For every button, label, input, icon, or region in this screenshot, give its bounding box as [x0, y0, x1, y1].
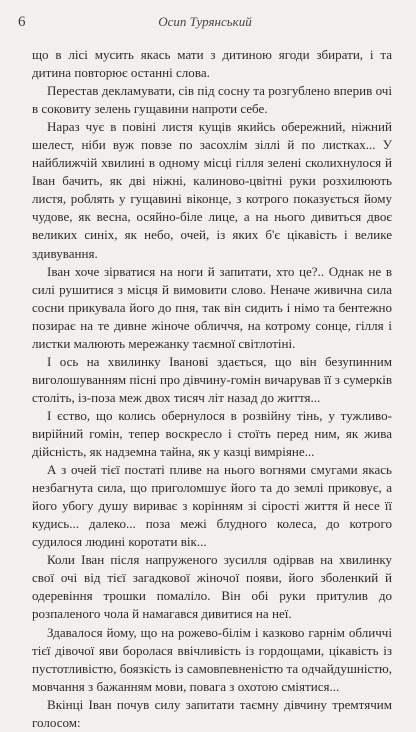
paragraph: Коли Іван після напруженого зусилля одірвав на хвилинку свої очі від тієї загадкової жіночої появи, його зболенкий й одеревіння трошки помаліло. Він обі руки притулив до розпаленого чола й намагався дивитися на неї. [32, 552, 392, 622]
paragraph: І ось на хвилинку Іванові здається, що він безупинним виголошуванням пісні про дівчину-гомін вичарував її з сумерків століть, із-поза меж двох тисяч літ назад до життя... [32, 353, 392, 405]
body-text [32, 46, 392, 732]
paragraph: Здавалося йому, що на рожево-білім і казково гарнім обличчі тієї дівочої яви боролася ввічливість із гордощами, цікавість із пустотливістю, боязкість із самовпевненістю та одчайдушністю, мовчання з бажанням мови, повага з охотою сміятися... [32, 624, 392, 694]
paragraph: Іван хоче зірватися на ноги й запитати, хто це?.. Однак не в силі рушитися з місця й вимовити слово. Неначе живична сила сосни прикувала його до пня, так він сидить і німо та бентежно позирає на те дивне жіноче обличчя, на котрому сонце, гілля і листки малюють мережанку таємної світлотіні. [32, 263, 392, 351]
paragraph: І єство, що колись обернулося в розвійну тінь, у тужливо-вирійний гомін, тепер воскресло і стоїть перед ним, як жива дійсність, як надземна тайна, як у казці вимріяне... [32, 407, 392, 460]
running-head-author: Осип Турянський [158, 14, 252, 29]
paragraph: Вкінці Іван почув силу запитати таємну дівчину тремтячим голосом: [32, 696, 392, 730]
paragraph: Перестав декламувати, сів під сосну та розгублено вперив очі в соковиту зелень гущавини напроти себе. [32, 83, 392, 117]
paragraph: Нараз чує в повіні листя кущів якийсь обережний, ніжний шелест, ніби вуж повзе по засохлім зіллі й по листках... У найближчій хвилині в одному місці гілля зелені сколихнулося й Іван бачить, як дві ніжні, калиново-цвітні руки розхилюють листя, роблять у гущавині віконце, з котрого показується йому чудове, як весна, осяйно-біле лице, а на нього дивиться двоє великих синіх, як небо, очей, із яких б'є цікавість і велике здивування. [32, 119, 392, 261]
page-number: 6 [18, 14, 26, 30]
page-header [18, 14, 392, 36]
paragraph: А з очей тієї постаті пливе на нього вогнями смугами якась незбагнута сила, що приголомшує його та до землі приковує, а його убогу душу вириває з корінням зі сірості життя й несе її кудись... далеко... поза межі блудного колеса, до котрого судилося людині коротати вік... [32, 462, 392, 550]
paragraph: що в лісі мусить якась мати з дитиною ягоди збирати, і та дитина повторює останні слова. [32, 47, 392, 81]
